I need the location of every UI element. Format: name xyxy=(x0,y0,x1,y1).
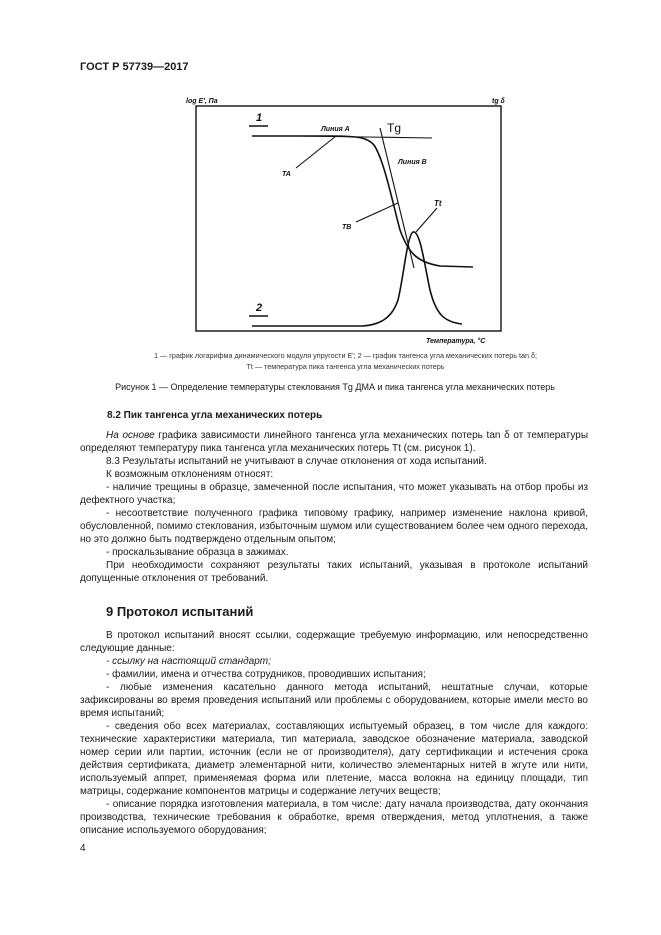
tb-label: TB xyxy=(342,224,352,231)
italic-lead: На основе xyxy=(106,430,155,441)
section-9-body xyxy=(80,629,588,837)
line-a-label: Линия A xyxy=(321,126,350,133)
list-item: - любые изменения касательно данного метода испытаний, нештатные случаи, которые зафиксированы во время проведения испытаний или проблемы с оборудованием, которые имели место во время испытаний; xyxy=(80,682,588,719)
section-8-2-body xyxy=(80,429,588,585)
line-b-label: Линия B xyxy=(398,159,427,166)
section-8-2-heading: 8.2 Пик тангенса угла механических потерь xyxy=(107,410,323,421)
list-item: - несоответствие полученного графика типовому графику, например изменение наклона кривой, обусловленной, помимо стеклования, избыточным шумом или существованием более чем одного перехода, но это должно быть подтверждено отдельным опытом; xyxy=(80,508,588,545)
line-a xyxy=(300,136,432,138)
section-9-heading: 9 Протокол испытаний xyxy=(106,604,254,619)
list-item: - сведения обо всех материалах, составляющих испытуемый образец, в том числе для каждого: технические характеристики материала, тип материала, заводское обозначение материала, заводской номер серии или партии, источник (если не от производителя), дату сертификации и истечения срока действия сертификата, диаметр элементарной нити, количество элементарных нитей в жгуте или нити, используемый аппрет, применяемая форма или плетение, масса волокна на единицу площади, тип матрицы, содержание компонентов матрицы и содержание летучих веществ; xyxy=(80,721,588,797)
paragraph: В протокол испытаний вносят ссылки, содержащие требуемую информацию, или непосредственно следующие данные: xyxy=(80,630,588,654)
list-item: - наличие трещины в образце, замеченной после испытания, что может указывать на отбор пробы из дефектного участка; xyxy=(80,482,588,506)
paragraph: К возможным отклонениям относят: xyxy=(106,469,274,480)
figure-legend xyxy=(98,350,593,372)
ta-label: TA xyxy=(282,171,291,178)
paragraph: При необходимости сохраняют результаты таких испытаний, указывая в протоколе испытаний допущенные отклонения от требований. xyxy=(80,560,588,584)
curve-2-label: 2 xyxy=(256,302,263,314)
y-axis-left-label: log E', Па xyxy=(186,98,218,105)
curve-1-label: 1 xyxy=(256,112,263,124)
page-number: 4 xyxy=(80,843,86,854)
dma-chart xyxy=(0,0,661,360)
arrow-ta xyxy=(296,136,336,168)
paragraph xyxy=(80,429,588,455)
list-item: - проскальзывание образца в зажимах. xyxy=(106,547,289,558)
document-code: ГОСТ Р 57739—2017 xyxy=(80,61,189,73)
x-axis-label: Температура, °С xyxy=(426,338,486,345)
paragraph-text: графика зависимости линейного тангенса угла механических потерь tan δ от температуры определяют температуру пика тангенса угла механических потерь Tt (см. рисунок 1). xyxy=(80,430,589,454)
italic-item: - ссылку на настоящий стандарт; xyxy=(106,656,271,667)
y-axis-right-label: tg δ xyxy=(492,98,505,105)
paragraph: 8.3 Результаты испытаний не учитывают в случае отклонения от хода испытаний. xyxy=(106,456,487,467)
line-b xyxy=(380,128,414,268)
legend-line-1: 1 — график логарифма динамического модуля упругости E'; 2 — график тангенса угла механических потерь tan δ; xyxy=(154,351,537,360)
legend-line-2: Tt — температура пика тангенса угла механических потерь xyxy=(246,362,445,371)
list-item: - фамилии, имена и отчества сотрудников, проводивших испытания; xyxy=(106,669,426,680)
tg-label: Tg xyxy=(387,121,402,135)
arrow-tt xyxy=(416,208,437,232)
list-item xyxy=(80,655,588,668)
figure-caption: Рисунок 1 — Определение температуры стеклования Tg ДМА и пика тангенса угла механических потерь xyxy=(115,382,555,392)
plot-frame xyxy=(196,106,501,331)
tt-label: Tt xyxy=(434,199,442,208)
arrow-tb xyxy=(356,203,398,222)
list-item: - описание порядка изготовления материала, в том числе: дату начала производства, дату окончания производства, технические требования к обработке, время отверждения, метод уплотнения, а также описание используемого оборудования; xyxy=(80,799,588,836)
curve-2-tandelta xyxy=(252,232,462,326)
